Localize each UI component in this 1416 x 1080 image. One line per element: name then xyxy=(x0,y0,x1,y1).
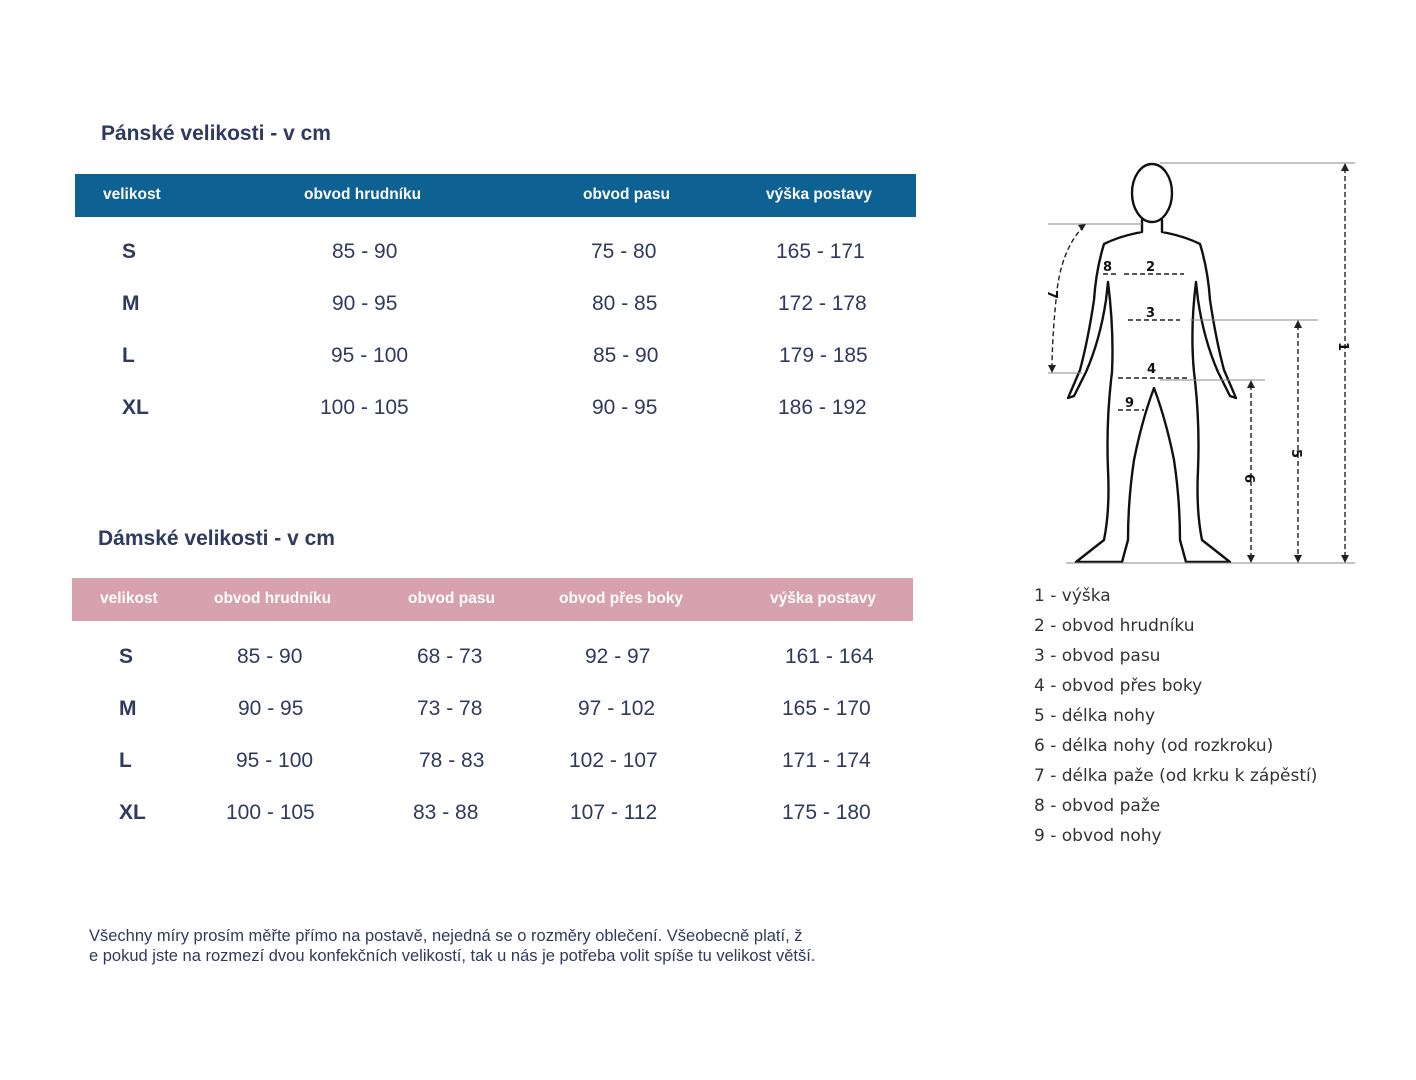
measurement-note xyxy=(89,926,929,966)
legend-item: 8 - obvod paže xyxy=(1034,796,1161,816)
table-row xyxy=(0,749,950,779)
women-cell-height: 171 - 174 xyxy=(782,749,871,772)
diagram-label-5: 5 xyxy=(1288,449,1303,459)
table-row xyxy=(0,344,950,374)
diagram-label-4: 4 xyxy=(1147,362,1157,377)
women-cell-waist: 78 - 83 xyxy=(419,749,485,772)
women-cell-hips: 97 - 102 xyxy=(578,697,656,720)
women-cell-waist: 73 - 78 xyxy=(417,697,483,720)
diagram-label-6: 6 xyxy=(1241,474,1256,484)
women-cell-waist: 83 - 88 xyxy=(413,801,479,824)
men-cell-waist: 80 - 85 xyxy=(592,292,658,315)
women-cell-hips: 102 - 107 xyxy=(569,749,658,772)
men-header-waist: obvod pasu xyxy=(583,186,670,203)
note-line-2: e pokud jste na rozmezí dvou konfekčních velikostí, tak u nás je potřeba volit spíše tu velikost větší. xyxy=(89,947,816,965)
table-row xyxy=(0,240,950,270)
men-header-chest: obvod hrudníku xyxy=(304,186,422,203)
women-table-header xyxy=(72,578,913,621)
men-cell-chest: 90 - 95 xyxy=(332,292,398,315)
body-measurement-figure xyxy=(1030,150,1370,575)
men-cell-height: 186 - 192 xyxy=(778,396,867,419)
table-row xyxy=(0,697,950,727)
women-cell-waist: 68 - 73 xyxy=(417,645,483,668)
women-cell-height: 175 - 180 xyxy=(782,801,871,824)
men-cell-height: 165 - 171 xyxy=(776,240,865,263)
women-cell-hips: 92 - 97 xyxy=(585,645,651,668)
men-cell-waist: 75 - 80 xyxy=(591,240,657,263)
table-row xyxy=(0,292,950,322)
table-row xyxy=(0,396,950,426)
women-header-chest: obvod hrudníku xyxy=(214,590,332,607)
legend-item: 5 - délka nohy xyxy=(1034,706,1156,726)
diagram-label-1: 1 xyxy=(1335,342,1350,352)
legend-item: 3 - obvod pasu xyxy=(1034,646,1161,666)
women-cell-size: S xyxy=(119,645,134,668)
women-cell-hips: 107 - 112 xyxy=(570,801,658,824)
legend-item: 6 - délka nohy (od rozkroku) xyxy=(1034,736,1274,756)
legend-item: 2 - obvod hrudníku xyxy=(1034,616,1195,636)
women-cell-chest: 100 - 105 xyxy=(226,801,315,824)
women-cell-size: XL xyxy=(119,801,146,824)
guide-lines xyxy=(1048,163,1355,563)
men-cell-chest: 85 - 90 xyxy=(332,240,398,263)
legend-item: 7 - délka paže (od krku k zápěstí) xyxy=(1034,766,1318,786)
men-cell-size: S xyxy=(122,240,137,263)
men-table-header xyxy=(75,174,916,217)
diagram-label-9: 9 xyxy=(1125,396,1135,411)
legend-item: 9 - obvod nohy xyxy=(1034,826,1162,846)
men-cell-waist: 90 - 95 xyxy=(592,396,658,419)
legend-item: 4 - obvod přes boky xyxy=(1034,676,1203,696)
women-header-size: velikost xyxy=(100,590,158,607)
men-cell-height: 172 - 178 xyxy=(778,292,867,315)
table-row xyxy=(0,645,950,675)
note-line-1: Všechny míry prosím měřte přímo na postavě, nejedná se o rozměry oblečení. Všeobecně platí, ž xyxy=(89,927,803,945)
women-section-title: Dámské velikosti - v cm xyxy=(98,527,335,550)
women-cell-height: 161 - 164 xyxy=(785,645,874,668)
men-cell-size: XL xyxy=(122,396,149,419)
men-header-size: velikost xyxy=(103,186,161,203)
men-cell-size: M xyxy=(122,292,140,315)
women-cell-chest: 90 - 95 xyxy=(238,697,304,720)
diagram-label-3: 3 xyxy=(1146,306,1156,321)
women-header-height: výška postavy xyxy=(770,590,876,607)
women-header-waist: obvod pasu xyxy=(408,590,495,607)
men-cell-waist: 85 - 90 xyxy=(593,344,659,367)
men-section-title: Pánské velikosti - v cm xyxy=(101,122,331,145)
men-cell-chest: 100 - 105 xyxy=(320,396,409,419)
men-cell-height: 179 - 185 xyxy=(779,344,868,367)
diagram-label-2: 2 xyxy=(1146,260,1156,275)
women-cell-height: 165 - 170 xyxy=(782,697,871,720)
diagram-label-7: 7 xyxy=(1044,290,1059,300)
men-header-height: výška postavy xyxy=(766,186,872,203)
women-cell-size: L xyxy=(119,749,132,772)
men-cell-chest: 95 - 100 xyxy=(331,344,409,367)
women-cell-chest: 95 - 100 xyxy=(236,749,314,772)
legend-item: 1 - výška xyxy=(1034,586,1111,606)
table-row xyxy=(0,801,950,831)
women-header-hips: obvod přes boky xyxy=(559,590,684,607)
women-cell-chest: 85 - 90 xyxy=(237,645,303,668)
women-cell-size: M xyxy=(119,697,137,720)
men-cell-size: L xyxy=(122,344,135,367)
measurement-legend xyxy=(1034,584,1317,854)
diagram-label-8: 8 xyxy=(1103,260,1113,275)
